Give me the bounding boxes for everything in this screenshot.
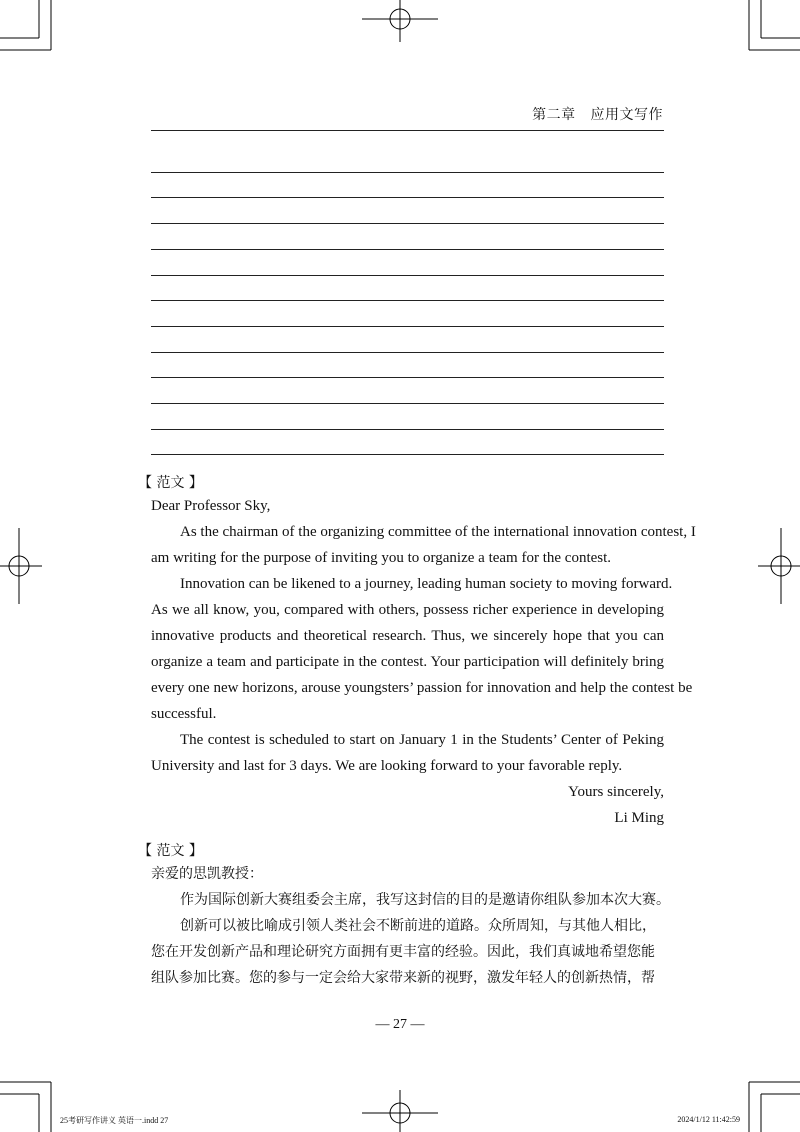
paragraph-line: The contest is scheduled to start on January 1 in the Students’ Center of Peking — [180, 732, 664, 748]
writing-line — [151, 326, 664, 327]
closing: Yours sincerely, — [568, 784, 664, 800]
paragraph-line-cn: 组队参加比赛。您的参与一定会给大家带来新的视野，激发年轻人的创新热情，帮 — [151, 970, 655, 986]
chapter-title: 应用文写作 — [590, 107, 663, 123]
writing-line — [151, 223, 664, 224]
writing-line — [151, 300, 664, 301]
page-number: — 27 — — [375, 1017, 425, 1032]
section-heading: 【 范文 】 — [138, 475, 203, 491]
writing-line — [151, 172, 664, 173]
writing-line — [151, 377, 664, 378]
paragraph-line: innovative products and theoretical research. Thus, we sincerely hope that you can — [151, 628, 664, 644]
paragraph-line-cn: 作为国际创新大赛组委会主席，我写这封信的目的是邀请你组队参加本次大赛。 — [180, 892, 670, 908]
paragraph-line-cn: 创新可以被比喻成引领人类社会不断前进的道路。众所周知，与其他人相比， — [180, 918, 656, 934]
writing-line — [151, 403, 664, 404]
paragraph-line-cn: 您在开发创新产品和理论研究方面拥有更丰富的经验。因此，我们真诚地希望您能 — [151, 944, 655, 960]
salutation: Dear Professor Sky, — [151, 498, 271, 514]
running-header — [532, 104, 663, 124]
footer-timestamp: 2024/1/12 11:42:59 — [677, 1115, 740, 1124]
paragraph-line: am writing for the purpose of inviting you to organize a team for the contest. — [151, 550, 612, 566]
writing-line — [151, 454, 664, 455]
paragraph-line: As we all know, you, compared with others, possess richer experience in developing — [151, 602, 664, 618]
paragraph-line: successful. — [151, 706, 217, 722]
paragraph-line: organize a team and participate in the contest. Your participation will definitely bring — [151, 654, 664, 670]
writing-line — [151, 352, 664, 353]
chapter-number: 第二章 — [532, 107, 576, 123]
writing-line — [151, 249, 664, 250]
section-heading: 【 范文 】 — [138, 843, 203, 859]
writing-line — [151, 275, 664, 276]
signature: Li Ming — [614, 810, 664, 826]
footer-filename: 25考研写作讲义 英语一.indd 27 — [60, 1116, 169, 1125]
writing-line — [151, 197, 664, 198]
salutation-cn: 亲爱的思凯教授： — [151, 866, 263, 882]
paragraph-line: Innovation can be likened to a journey, leading human society to moving forward. — [180, 576, 673, 592]
paragraph-line: every one new horizons, arouse youngsters’ passion for innovation and help the contest be — [151, 680, 693, 696]
header-rule — [151, 130, 664, 131]
paragraph-line: As the chairman of the organizing committee of the international innovation contest, I — [180, 524, 696, 540]
writing-line — [151, 429, 664, 430]
paragraph-line: University and last for 3 days. We are looking forward to your favorable reply. — [151, 758, 623, 774]
